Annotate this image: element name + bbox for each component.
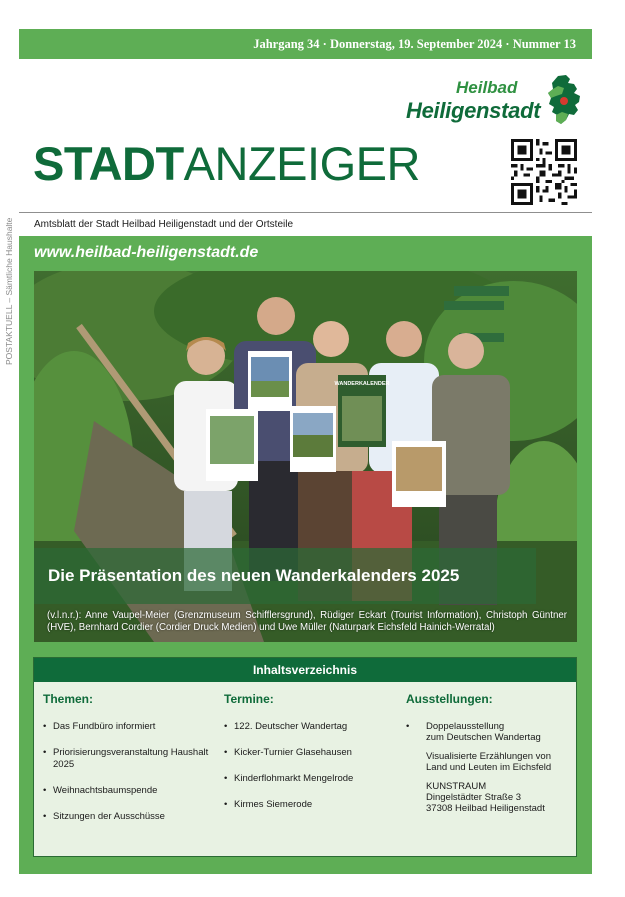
masthead-bold: STADT: [33, 137, 184, 190]
eichsfeld-map-icon: [544, 74, 584, 126]
toc-item[interactable]: • Priorisierungsveranstaltung Haushalt 2025: [43, 747, 213, 771]
toc-column-themen: [43, 692, 213, 837]
toc-item[interactable]: • 122. Deutscher Wandertag: [224, 721, 394, 733]
masthead-light: ANZEIGER: [183, 137, 420, 190]
calendar-1: [248, 351, 292, 411]
city-logo-line1: Heilbad: [456, 78, 518, 97]
exhibition-bullet: •: [406, 721, 410, 732]
exhibition-line: zum Deutschen Wandertag: [426, 732, 541, 743]
exhibition-line: Visualisierte Erzählungen von: [426, 751, 551, 762]
city-logo-line2: Heiligenstadt: [406, 98, 541, 123]
toc-item[interactable]: • Weihnachtsbaumspende: [43, 785, 213, 797]
calendar-5: [392, 441, 446, 507]
calendar-3: [290, 406, 336, 472]
header-divider: [19, 212, 592, 213]
toc-item[interactable]: • Kicker-Turnier Glasehausen: [224, 747, 394, 759]
calendar-4: [335, 375, 390, 447]
website-link[interactable]: www.heilbad-heiligenstadt.de: [34, 244, 259, 261]
exhibition-address: [406, 781, 576, 814]
exhibition-line: KUNSTRAUM: [426, 781, 487, 792]
toc-themen-title: Themen:: [43, 692, 94, 706]
toc-column-ausstellungen: [406, 692, 576, 814]
publication-subtitle: Amtsblatt der Stadt Heilbad Heiligenstadt und der Ortsteile: [34, 219, 294, 230]
city-logo: [404, 74, 584, 126]
table-of-contents: [33, 657, 577, 857]
exhibition-line: 37308 Heilbad Heiligenstadt: [426, 803, 545, 814]
issue-line: Jahrgang 34 · Donnerstag, 19. September 2024 · Nummer 13: [253, 36, 576, 51]
toc-column-termine: [224, 692, 394, 825]
exhibition-line: Doppelausstellung: [426, 721, 505, 732]
calendar-2: [206, 409, 258, 481]
toc-ausstellungen-title: Ausstellungen:: [406, 692, 493, 706]
toc-item[interactable]: • Kirmes Siemerode: [224, 799, 394, 811]
qr-code-icon[interactable]: [511, 139, 577, 205]
masthead-title: [33, 137, 420, 191]
exhibition-entry[interactable]: [406, 721, 576, 743]
toc-item[interactable]: • Sitzungen der Ausschüsse: [43, 811, 213, 823]
toc-header: Inhaltsverzeichnis: [34, 658, 576, 682]
exhibition-description: [406, 751, 576, 773]
exhibition-line: Land und Leuten im Eichsfeld: [426, 762, 552, 773]
distribution-note: POSTAKTUELL – Sämtliche Haushalte: [4, 217, 14, 365]
toc-item[interactable]: • Das Fundbüro informiert: [43, 721, 213, 733]
calendar-cover-text: WANDERKALENDER: [334, 381, 390, 387]
toc-item[interactable]: • Kinderflohmarkt Mengelrode: [224, 773, 394, 785]
issue-bar: [19, 29, 592, 59]
photo-caption: (v.l.n.r.): Anne Vaupel-Meier (Grenzmuseum Schifflersgrund), Rüdiger Eckart (Tourist Information), Christoph Güntner (HVE), Bernhard Cordier (Cordier Druck Medien) und Uwe Müller (Naturpark Eichsfeld Hainich-Werratal): [47, 610, 567, 633]
exhibition-line: Dingelstädter Straße 3: [426, 792, 522, 803]
cover-headline: Die Präsentation des neuen Wanderkalenders 2025: [48, 566, 460, 585]
toc-termine-title: Termine:: [224, 692, 274, 706]
